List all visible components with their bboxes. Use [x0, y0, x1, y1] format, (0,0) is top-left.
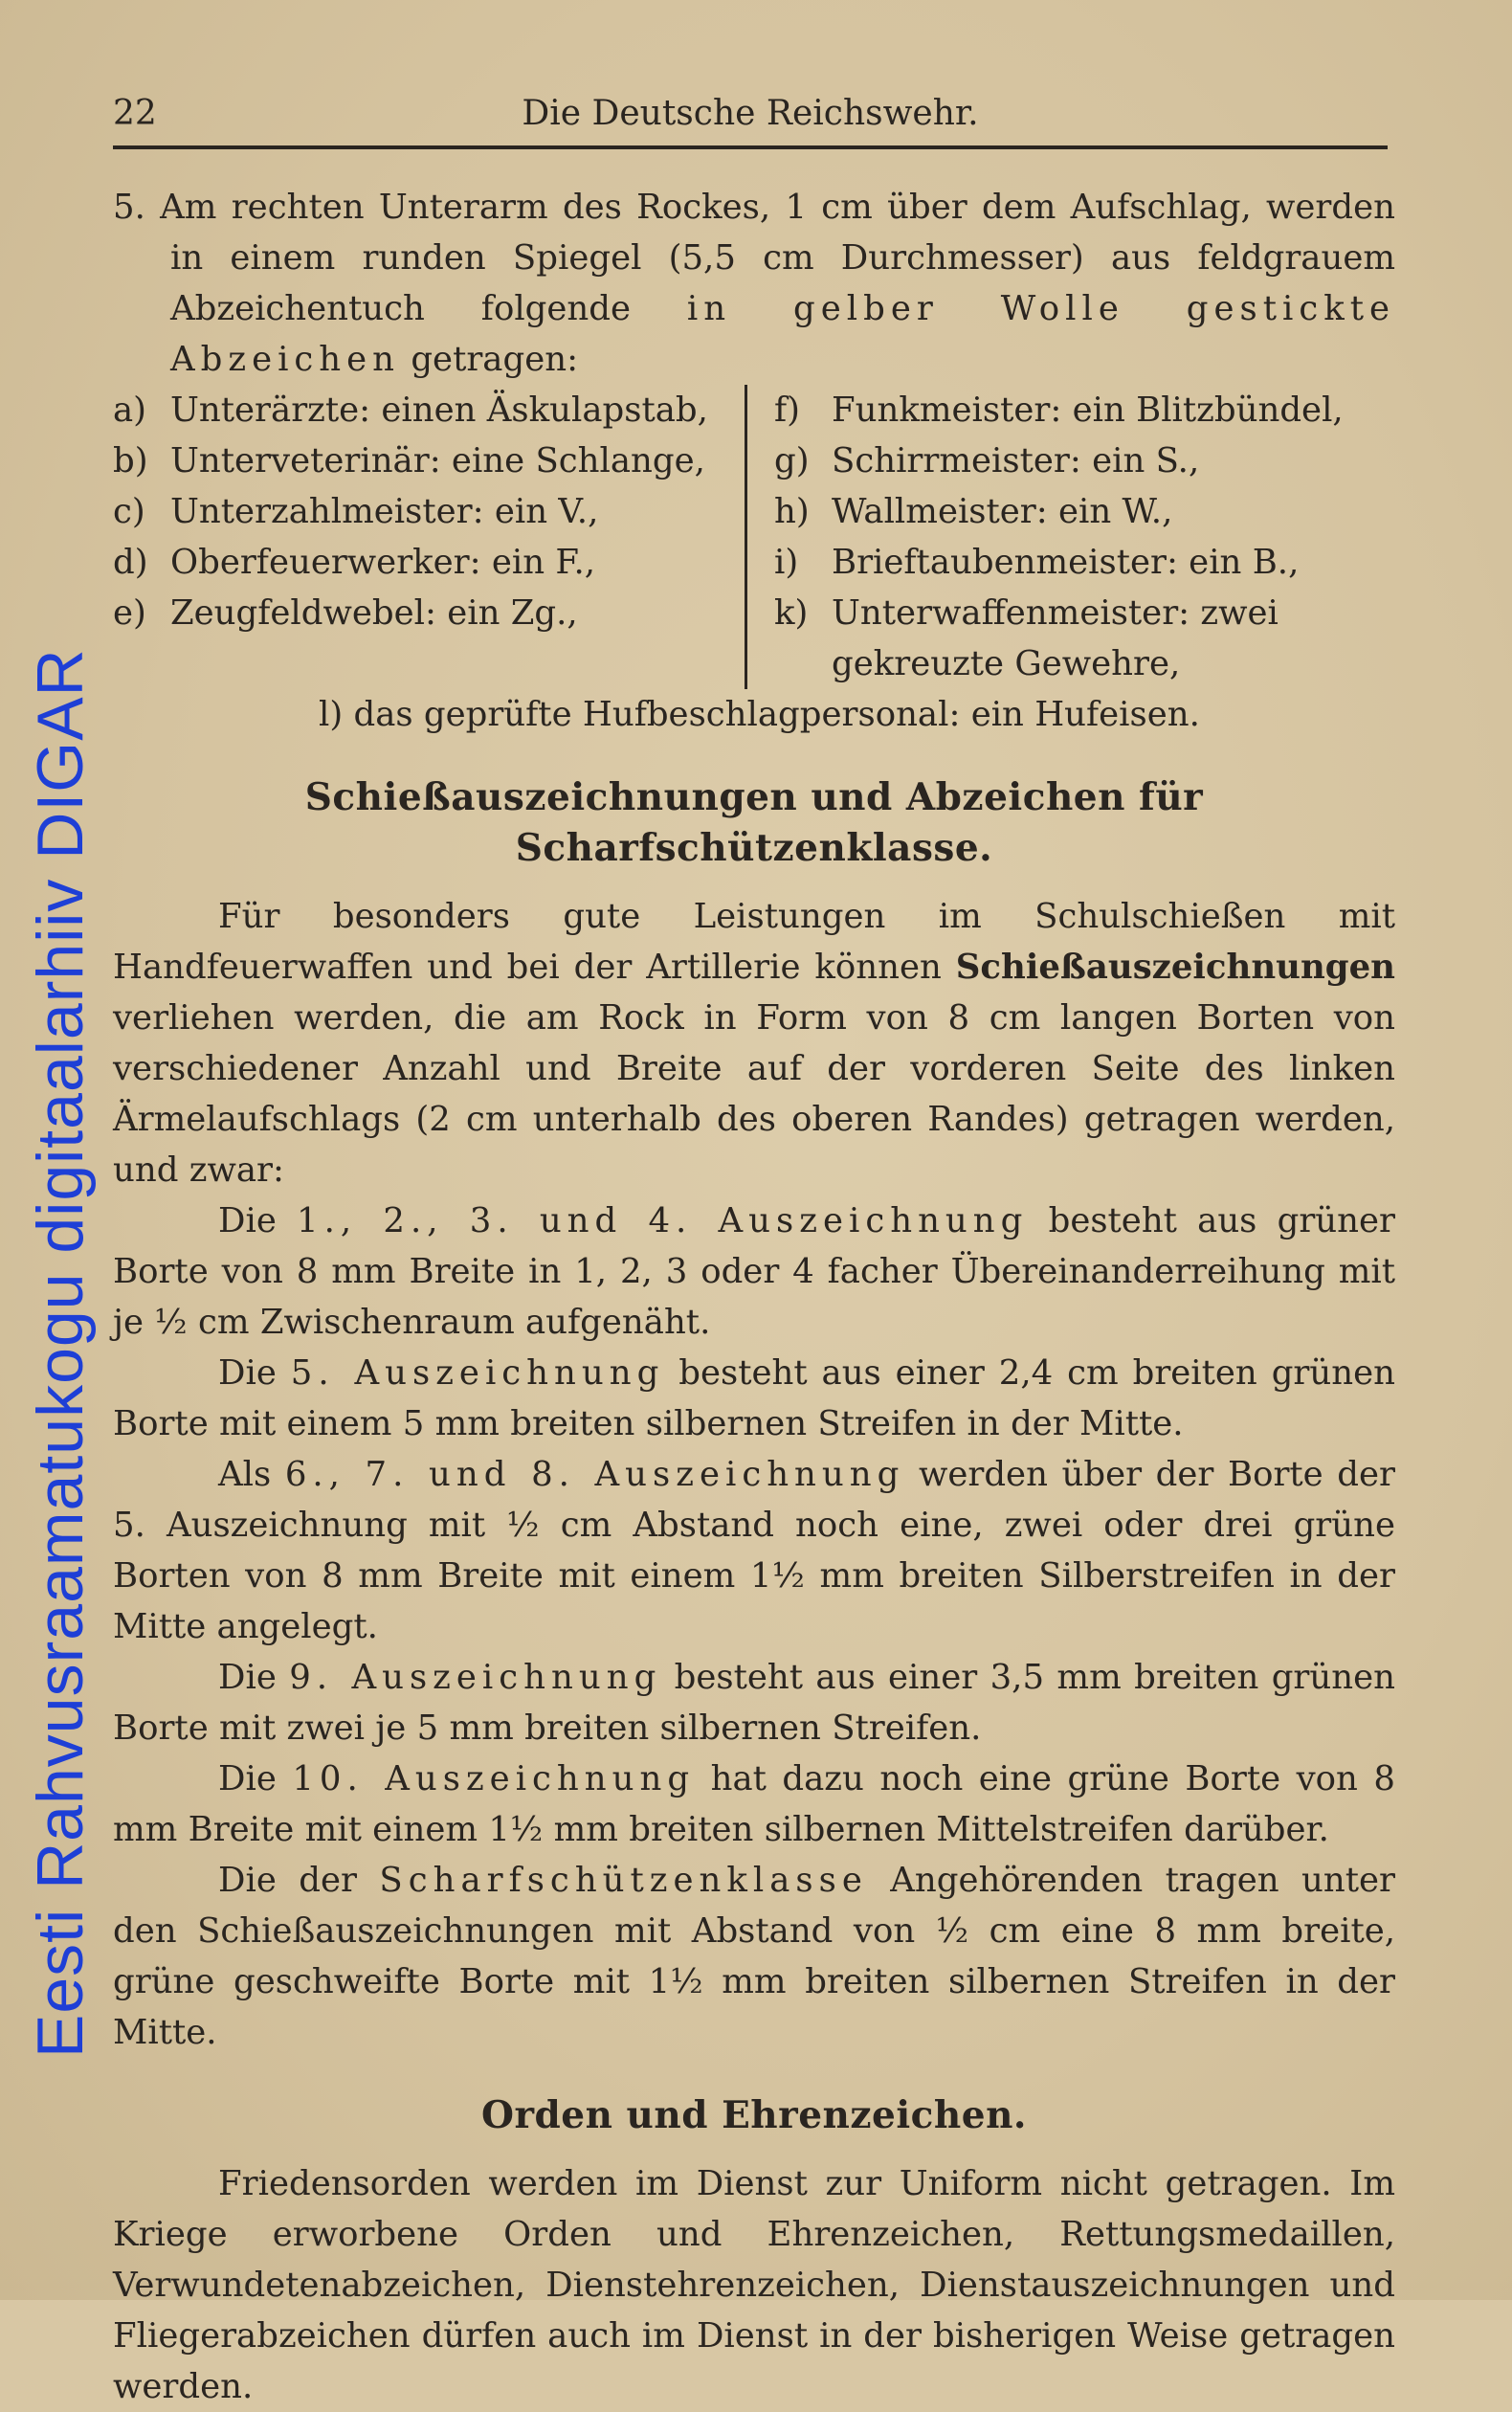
list-item-label: h): [774, 492, 810, 531]
list-item: [113, 486, 745, 537]
paragraph: [113, 1652, 1395, 1753]
page-content: [113, 182, 1395, 2412]
paragraph-text-end: besteht aus grüner Borte von 8 mm Breite in 1, 2, 3 oder 4 facher Übereinanderreihung mit je ½ cm Zwischenraum aufgenäht.: [113, 1201, 1395, 1342]
paragraph: [113, 1753, 1395, 1855]
paragraph-text-end: Angehörenden tragen unter den Schießauszeichnungen mit Abstand von ½ cm eine 8 mm breite, grüne geschweifte Borte mit 1½ mm breiten silbernen Streifen in der Mitte.: [113, 1861, 1395, 2052]
paragraph-spaced-text: 10. Auszeichnung: [292, 1759, 696, 1798]
list-item-text: Funkmeister: ein Blitzbündel,: [832, 391, 1344, 430]
paragraph-spaced-text: 6., 7. und 8. Auszeichnung: [284, 1455, 905, 1494]
list-item: [113, 385, 745, 436]
paragraph-text-end: hat dazu noch eine grüne Borte von 8 mm Breite mit einem 1½ mm breiten silbernen Mittelstreifen darüber.: [113, 1759, 1395, 1849]
list-item: [113, 537, 745, 588]
list-item-label: k): [774, 593, 809, 633]
paragraph-text: Die: [218, 1353, 291, 1393]
intro-spaced-text: in gelber Wolle gestickte Abzeichen: [170, 289, 1395, 379]
paragraph-text: Die: [218, 1658, 290, 1697]
archive-watermark: Eesti Rahvusraamatukogu digitaalarhiiv DIGAR: [24, 648, 97, 2058]
insignia-list: [113, 385, 1395, 689]
list-item: [774, 588, 1395, 689]
paragraph: [113, 1855, 1395, 2058]
paragraph-text-end: besteht aus einer 3,5 mm breiten grünen Borte mit zwei je 5 mm breiten silbernen Streifen.: [113, 1658, 1395, 1748]
list-item-label: f): [774, 391, 800, 430]
list-item: [113, 436, 745, 486]
list-item-label: e): [113, 593, 146, 633]
insignia-list-left: [113, 385, 745, 689]
paragraph-text-end: besteht aus einer 2,4 cm breiten grünen Borte mit einem 5 mm breiten silbernen Streifen in der Mitte.: [113, 1353, 1395, 1443]
paragraph-text: Als: [218, 1455, 285, 1494]
paragraph-spaced-text: Scharfschützenklasse: [379, 1861, 868, 1900]
list-item-text: Brieftaubenmeister: ein B.,: [832, 543, 1300, 582]
insignia-intro: [113, 182, 1395, 385]
paragraph: [113, 1195, 1395, 1348]
section-heading-orders: Orden und Ehrenzeichen.: [480, 2093, 1027, 2137]
section-heading-shooting: Schießauszeichnungen und Abzeichen für Scharfschützenklasse.: [304, 775, 1204, 870]
list-item: [113, 588, 745, 638]
list-item-text: Unterzahlmeister: ein V.,: [170, 492, 599, 531]
paragraph: Friedensorden werden im Dienst zur Uniform nicht getragen. Im Kriege erworbene Orden und Ehrenzeichen, Rettungsmedaillen, Verwundetenabzeichen, Dienstehrenzeichen, Dienstauszeichnungen und Fliegerabzeichen dürfen auch im Dienst in der bisherigen Weise getragen werden.: [113, 2164, 1395, 2406]
list-item: [774, 436, 1395, 486]
list-item-last: l) das geprüfte Hufbeschlagpersonal: ein Hufeisen.: [319, 695, 1200, 734]
paragraph-text-end: werden über der Borte der 5. Auszeichnung mit ½ cm Abstand noch eine, zwei oder drei grüne Borten von 8 mm Breite mit einem 1½ mm breiten Silberstreifen in der Mitte angelegt.: [113, 1455, 1395, 1646]
page-header: [113, 88, 1388, 149]
paragraph-text-end: verliehen werden, die am Rock in Form von 8 cm langen Borten von verschiedener Anzahl und Breite auf der vorderen Seite des linken Ärmelaufschlags (2 cm unterhalb des oberen Randes) getragen werden, und zwar:: [113, 998, 1395, 1190]
paragraph-text: Die: [218, 1201, 298, 1240]
intro-text-end: getragen:: [400, 340, 579, 379]
list-item-text: Zeugfeldwebel: ein Zg.,: [170, 593, 578, 633]
list-item: [774, 537, 1395, 588]
list-item-label: i): [774, 543, 799, 582]
list-item-label: d): [113, 543, 148, 582]
list-item: [774, 486, 1395, 537]
paragraph: [113, 1348, 1395, 1449]
list-item-text: Wallmeister: ein W.,: [832, 492, 1173, 531]
list-item-text: Oberfeuerwerker: ein F.,: [170, 543, 596, 582]
list-item-label: a): [113, 391, 147, 430]
list-item-text: Unterveterinär: eine Schlange,: [170, 441, 705, 480]
intro-text: 5. Am rechten Unterarm des Rockes, 1 cm über dem Aufschlag, werden in einem runden Spiegel (5,5 cm Durchmesser) aus feldgrauem Abzeichentuch folgende: [113, 188, 1395, 328]
paragraph: [113, 891, 1395, 1195]
paragraph-spaced-text: 9. Auszeichnung: [289, 1658, 662, 1697]
list-item-text: Unterärzte: einen Äskulapstab,: [170, 391, 708, 430]
list-item-label: b): [113, 441, 148, 480]
paragraph-spaced-text: 1., 2., 3. und 4. Auszeichnung: [297, 1201, 1029, 1240]
list-item-text: Schirrmeister: ein S.,: [832, 441, 1200, 480]
page-number: 22: [113, 94, 157, 133]
paragraph-spaced-text: 5. Auszeichnung: [290, 1353, 665, 1393]
list-item: [774, 385, 1395, 436]
paragraph-text: Für besonders gute Leistungen im Schulschießen mit Handfeuerwaffen und bei der Artillerie können: [113, 897, 1395, 987]
list-item-label: g): [774, 441, 810, 480]
paragraph-bold-text: Schießauszeichnungen: [955, 948, 1395, 987]
list-item-text: Unterwaffenmeister: zwei gekreuzte Gewehre,: [832, 593, 1279, 683]
insignia-list-right: [745, 385, 1395, 689]
paragraph: [113, 1449, 1395, 1652]
running-title: Die Deutsche Reichswehr.: [522, 94, 979, 133]
paragraph-text: Die der: [218, 1861, 380, 1900]
paragraph-text: Die: [218, 1759, 293, 1798]
list-item-label: c): [113, 492, 145, 531]
